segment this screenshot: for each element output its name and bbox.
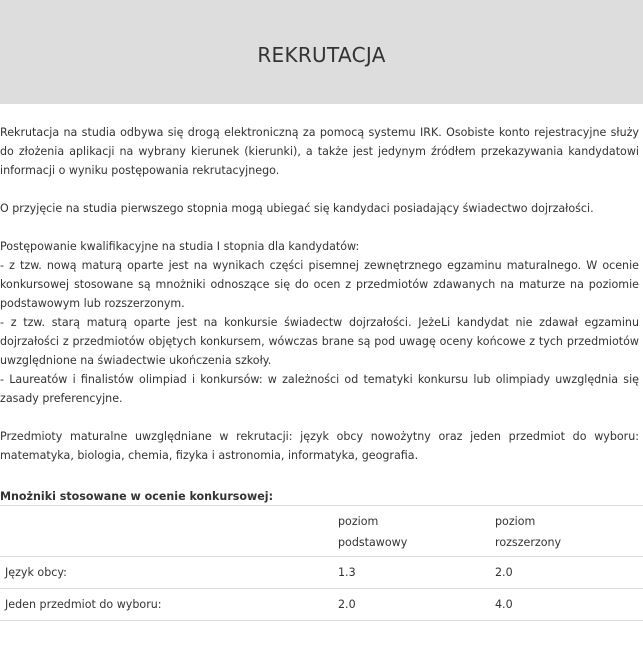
page-header	[0, 0, 643, 104]
qualification-item-new-matura: - z tzw. nową maturą oparte jest na wynikach części pisemnej zewnętrznego egzaminu maturalnego. W ocenie konkursowej stosowane są mnożniki odnoszące się do ocen z przedmiotów zdawanych na maturze na poziomie podstawowym lub rozszerzonym.	[0, 259, 639, 310]
table-header-basic: poziom podstawowy	[338, 515, 408, 549]
table-row	[0, 557, 643, 589]
qualification-item-laureates: - Laureatów i finalistów olimpiad i konkursów: w zależności od tematyki konkursu lub olimpiady uwzględnia się zasady preferencyjne.	[0, 373, 639, 405]
table-cell-subject: Język obcy:	[5, 566, 67, 579]
table-header-extended: poziom rozszerzony	[495, 515, 562, 549]
table-header-row	[0, 506, 643, 557]
paragraph-matura-subjects: Przedmioty maturalne uwzględniane w rekrutacji: język obcy nowożytny oraz jeden przedmiot do wyboru: matematyka, biologia, chemia, fizyka i astronomia, informatyka, geografia.	[0, 430, 639, 462]
table-header-empty	[0, 506, 333, 557]
paragraph-qualification-intro: Postępowanie kwalifikacyjne na studia I stopnia dla kandydatów:	[0, 240, 360, 253]
paragraph-eligibility: O przyjęcie na studia pierwszego stopnia mogą ubiegać się kandydaci posiadający świadectwo dojrzałości.	[0, 202, 594, 215]
table-cell-basic: 1.3	[338, 566, 356, 579]
main-content	[0, 123, 643, 621]
page-title: REKRUTACJA	[257, 43, 386, 67]
table-cell-extended: 2.0	[495, 566, 513, 579]
multipliers-table	[0, 505, 643, 621]
paragraph-recruitment-system: Rekrutacja na studia odbywa się drogą elektroniczną za pomocą systemu IRK. Osobiste konto rejestracyjne służy do złożenia aplikacji na wybrany kierunek (kierunki), a także jest jedynym źródłem przekazywania kandydatowi informacji o wyniku postępowania rekrutacyjnego.	[0, 126, 639, 177]
qualification-item-old-matura: - z tzw. starą maturą oparte jest na konkursie świadectw dojrzałości. JeżeLi kandydat nie zdawał egzaminu dojrzałości z przedmiotów objętych konkursem, wówczas brane są pod uwagę oceny końcowe z tych przedmiotów uwzględnione na świadectwie ukończenia szkoły.	[0, 316, 639, 367]
table-cell-extended: 4.0	[495, 598, 513, 611]
table-row	[0, 589, 643, 621]
multipliers-table-title: Mnożniki stosowane w ocenie konkursowej:	[0, 490, 274, 503]
table-cell-basic: 2.0	[338, 598, 356, 611]
table-cell-subject: Jeden przedmiot do wyboru:	[5, 598, 162, 611]
